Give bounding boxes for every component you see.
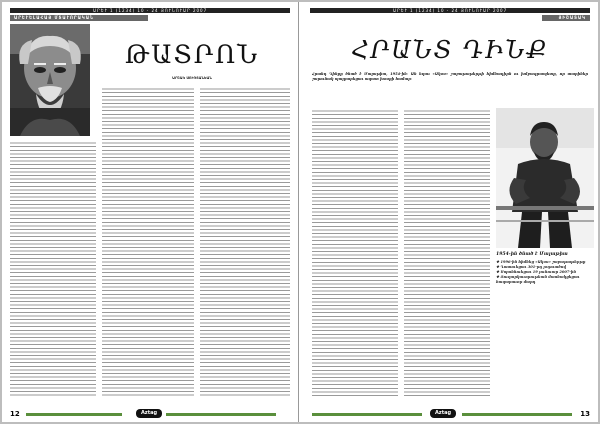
sidebar-item: ❖ Յուղարկաւորութեան մասնակցեցաւ հազարաւոր մարդ (496, 275, 580, 284)
left-column-2 (102, 86, 194, 398)
newspaper-spread (2, 2, 598, 422)
right-footer-line (312, 413, 422, 416)
bullet-icon: ❖ (496, 265, 501, 269)
bullet-icon: ❖ (496, 270, 501, 274)
right-page (302, 2, 598, 422)
sidebar-box (496, 252, 594, 398)
footer-logo: Aztag (430, 409, 456, 418)
left-footer-line-2 (166, 413, 276, 416)
right-footer-line-2 (462, 413, 572, 416)
footer-logo: Aztag (136, 409, 162, 418)
sidebar-item: ❖ 1996-ին հիմնեց «Ակօս» շաբաթաթերթը (496, 260, 586, 264)
portrait-photo (10, 24, 90, 136)
left-footer-line (26, 413, 122, 416)
bullet-icon: ❖ (496, 260, 501, 264)
left-column-1 (10, 140, 96, 398)
left-headline: ԹԱՏՐՈՆ (125, 40, 259, 69)
left-page-header: ԱՐԵՒ 1 (1234) 10 - 24 ՅՈՒՆՈՒԱՐ 2007 (10, 8, 290, 13)
right-page-header: ԱՐԵՒ 1 (1234) 10 - 24 ՅՈՒՆՈՒԱՐ 2007 (310, 8, 590, 13)
sidebar-item: ❖ Սպաննուեցաւ 19 յունուար 2007-ին (496, 270, 577, 274)
byline: ԱՐՇԱԿ ՍՈՒՌՏԱՆԵԱՆ (172, 76, 212, 80)
right-column-1 (312, 108, 398, 398)
right-section-label: ՅԻՇԱՏԱԿ (542, 15, 590, 21)
left-page (2, 2, 299, 422)
left-page-number: 12 (10, 410, 20, 418)
right-page-number: 13 (580, 410, 590, 418)
sidebar-title: 1954-ին ծնած է Մալաթիա (496, 252, 568, 257)
bullet-icon: ❖ (496, 275, 501, 279)
intro-paragraph: Հրանդ Դինքը ծնած է Մալաթիա, 1954-ին։ Ան եղաւ «Ակօս» շաբաթաթերթի հիմնադիրն ու խմբագրապետը, որ տարիներ շարունակ պայքարեցաւ ազատ խօսքի համար։ (312, 72, 588, 81)
sidebar-item: ❖ Դատուեցաւ 301-րդ յօդուածով (496, 265, 567, 269)
left-section-label: ԱՐԵՒԵԼԱՀԱՅ ՄՏԱՒՈՐԱԿԱՆ (10, 15, 148, 21)
left-column-3 (200, 86, 290, 398)
right-column-2 (404, 108, 490, 398)
right-headline: ՀՐԱՆՏ ԴԻՆՔ (351, 36, 549, 64)
portrait-photo-hrant-dink (496, 108, 594, 248)
